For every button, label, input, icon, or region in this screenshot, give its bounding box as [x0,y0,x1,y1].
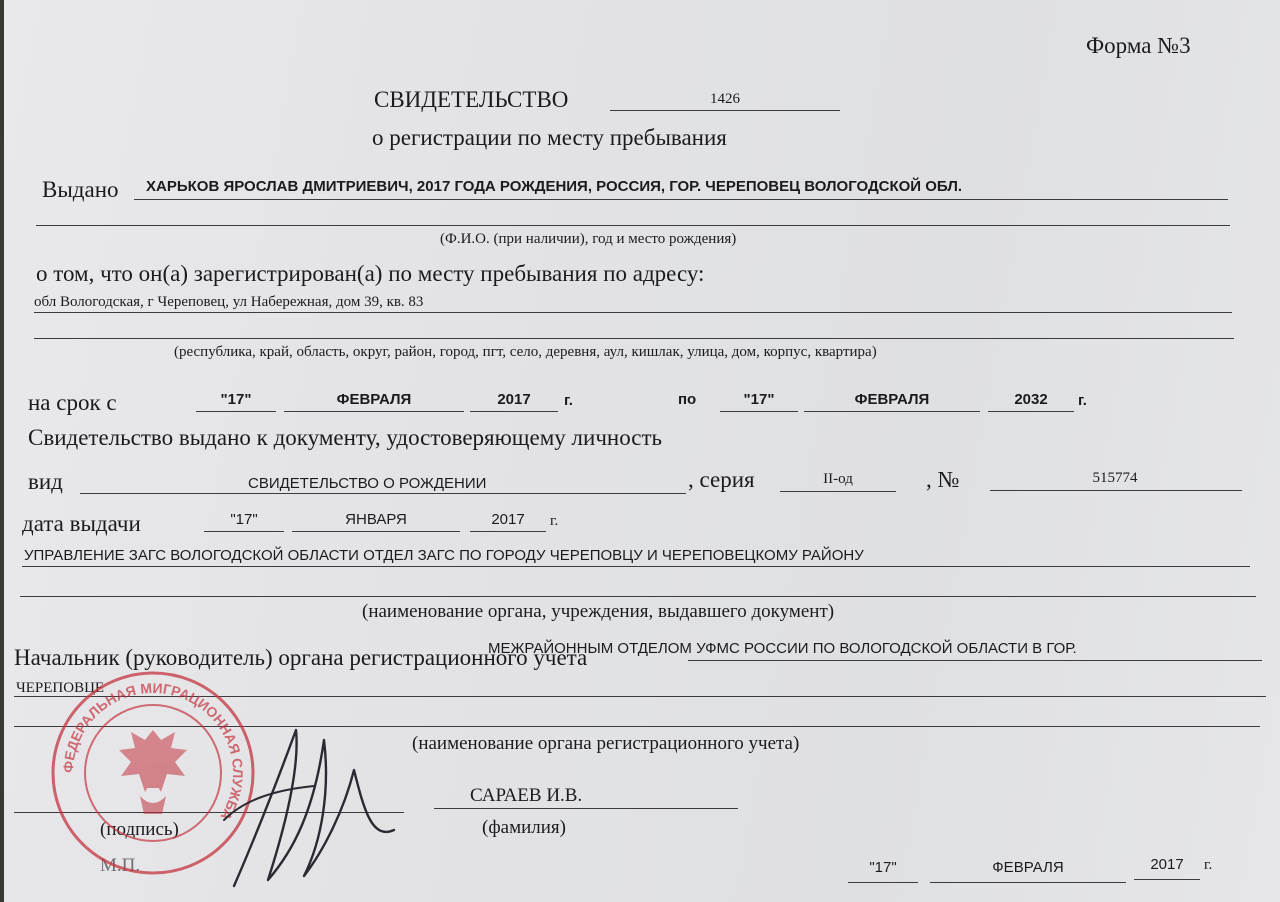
address-underline-2 [34,338,1234,339]
certificate-title: СВИДЕТЕЛЬСТВО [374,87,569,112]
address-underline [34,312,1232,313]
issue-date-month: ЯНВАРЯ [345,511,407,528]
sign-date-month-underline [930,882,1126,883]
document-series-label: , серия [688,467,755,492]
term-from-label: на срок с [28,390,117,415]
term-from-month: ФЕВРАЛЯ [336,391,412,408]
issuer-underline [22,566,1250,567]
term-to-day-underline [720,411,798,412]
sign-date-month: ФЕВРАЛЯ [992,859,1064,876]
surname-caption: (фамилия) [482,817,566,838]
issue-date-month-underline [292,531,460,532]
issued-to-underline-2 [36,225,1230,226]
issue-date-label: дата выдачи [22,511,141,536]
document-type-label: вид [28,469,63,494]
document-number-value: 515774 [1092,470,1138,486]
document-series-value: II-од [823,471,853,487]
term-to-year-underline [988,411,1074,412]
signer-surname: САРАЕВ И.В. [470,785,583,806]
issue-date-day: "17" [230,511,258,528]
handwritten-signature [204,700,404,896]
sign-date-day-underline [848,882,918,883]
term-from-year-suffix: г. [564,392,573,409]
seal-label: М.П. [100,855,141,876]
term-from-year-underline [470,411,558,412]
sign-date-year: 2017 [1150,856,1184,873]
certificate-subtitle: о регистрации по месту пребывания [372,125,727,150]
term-from-year: 2017 [497,391,531,408]
term-from-day: "17" [220,391,252,408]
authority-underline-1 [688,660,1262,661]
term-to-label: по [678,391,697,408]
certificate-document [4,0,1280,902]
term-from-day-underline [196,411,276,412]
term-to-month-underline [804,411,980,412]
term-from-month-underline [284,411,464,412]
issue-date-year-suffix: г. [550,513,559,529]
registered-text: о том, что он(а) зарегистрирован(а) по месту пребывания по адресу: [36,261,705,286]
issued-caption: (Ф.И.О. (при наличии), год и место рождения) [440,231,737,247]
authority-line-2: ЧЕРЕПОВЦЕ [16,680,105,696]
issued-to-underline [134,199,1228,200]
term-to-month: ФЕВРАЛЯ [854,391,930,408]
double-eagle-emblem [119,730,187,814]
signature-caption: (подпись) [100,819,179,840]
address-caption: (республика, край, область, округ, район, город, пгт, село, деревня, аул, кишлак, улица, дом, корпус, квартира) [174,344,877,360]
document-intro: Свидетельство выдано к документу, удостоверяющему личность [28,425,663,450]
number-underline [610,110,840,111]
address-value: обл Вологодская, г Череповец, ул Набережная, дом 39, кв. 83 [34,294,424,310]
authority-line-1: МЕЖРАЙОННЫМ ОТДЕЛОМ УФМС РОССИИ ПО ВОЛОГОДСКОЙ ОБЛАСТИ В ГОР. [488,640,1077,657]
issuer-caption: (наименование органа, учреждения, выдавшего документ) [362,601,835,622]
issuer-underline-2 [20,596,1256,597]
sign-date-day: "17" [869,859,897,876]
issue-date-year: 2017 [491,511,525,528]
term-to-day: "17" [743,391,775,408]
head-label: Начальник (руководитель) органа регистрационного учета [14,645,588,670]
document-number-underline [990,490,1242,491]
issue-date-day-underline [204,531,284,532]
issued-to-value: ХАРЬКОВ ЯРОСЛАВ ДМИТРИЕВИЧ, 2017 ГОДА РОЖДЕНИЯ, РОССИЯ, ГОР. ЧЕРЕПОВЕЦ ВОЛОГОДСКОЙ ОБЛ. [146,178,963,195]
document-number-label: , № [926,467,960,492]
seal-ring-text: ФЕДЕРАЛЬНАЯ МИГРАЦИОННАЯ СЛУЖБА [59,679,247,824]
term-to-year: 2032 [1014,391,1048,408]
issue-date-year-underline [470,531,546,532]
sign-date-year-suffix: г. [1204,857,1213,873]
certificate-number: 1426 [710,91,740,107]
issuer-value: УПРАВЛЕНИЕ ЗАГС ВОЛОГОДСКОЙ ОБЛАСТИ ОТДЕЛ ЗАГС ПО ГОРОДУ ЧЕРЕПОВЦУ И ЧЕРЕПОВЕЦКОМУ РАЙОНУ [24,547,864,564]
authority-caption: (наименование органа регистрационного учета) [412,733,800,754]
surname-underline [434,808,738,809]
document-series-underline [780,491,896,492]
form-label: Форма №3 [1086,33,1191,58]
document-type-underline [80,493,686,494]
term-to-year-suffix: г. [1078,392,1087,409]
issued-label: Выдано [42,177,119,202]
sign-date-year-underline [1134,879,1200,880]
document-type-value: СВИДЕТЕЛЬСТВО О РОЖДЕНИИ [248,475,487,492]
